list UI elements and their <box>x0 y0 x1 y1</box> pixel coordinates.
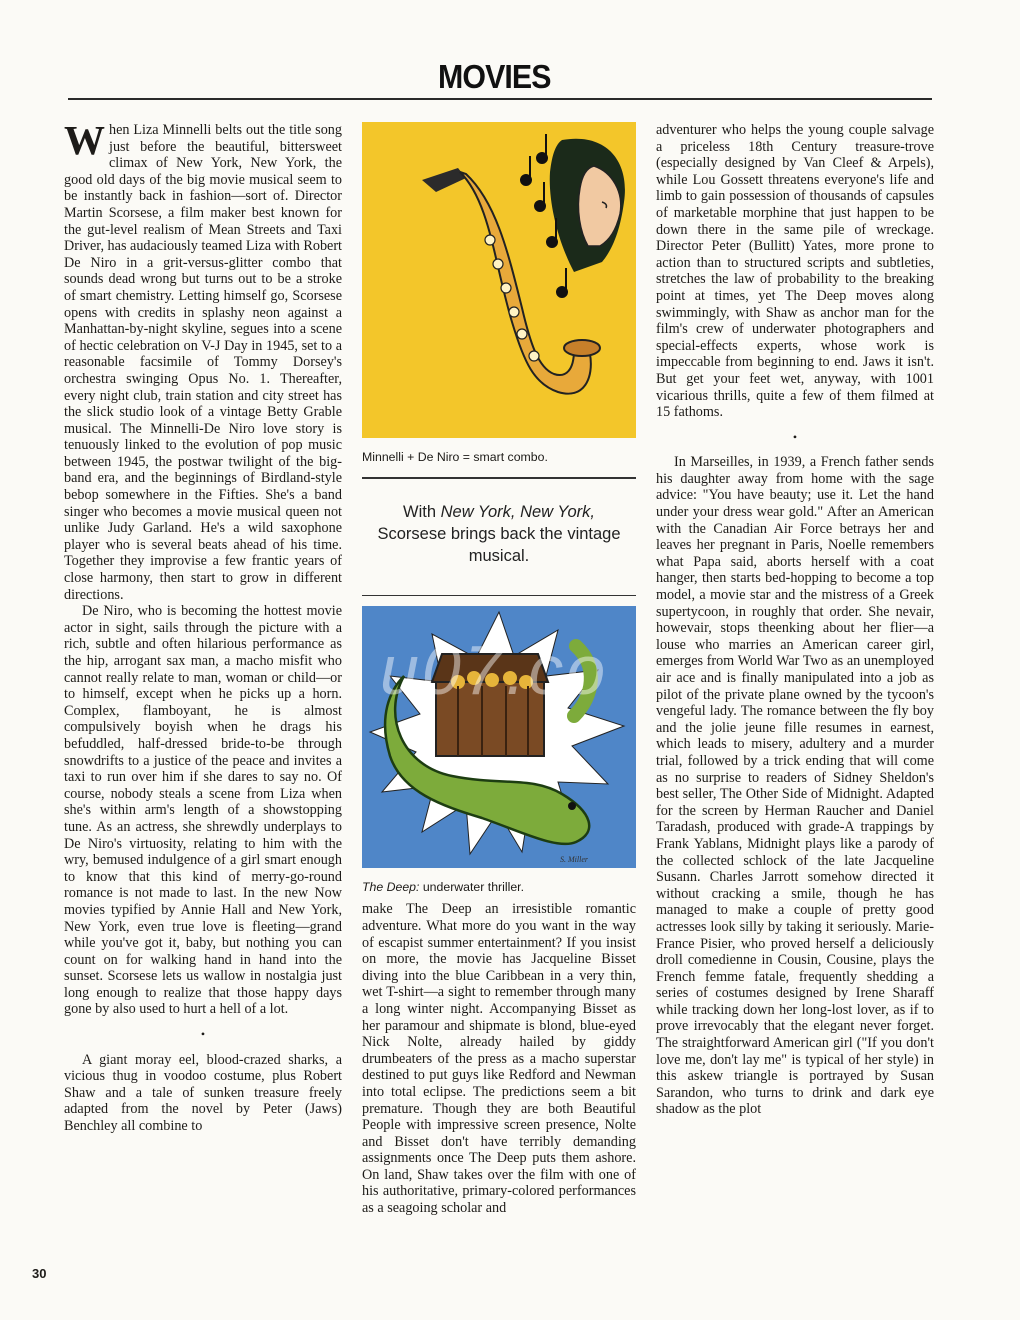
paragraph: A giant moray eel, blood-crazed sharks, a vicious thug in voodoo costume, plus Robert Shaw and a tale of sunken treasure freely adapted from the novel by Peter (Jaws) Benchley all combine to <box>64 1051 342 1135</box>
section-bullet: • <box>792 429 798 444</box>
page-number: 30 <box>32 1266 47 1281</box>
saxophone-illustration <box>362 122 636 465</box>
column-3 <box>656 122 934 1118</box>
saxophone-illustration-art <box>362 122 636 438</box>
page-header <box>0 0 1020 100</box>
header-rule <box>68 98 932 100</box>
column-2 <box>362 122 636 1217</box>
treasure-eel-illustration <box>362 606 636 895</box>
pull-quote: With New York, New York, Scorsese brings back the vintage musical. <box>377 502 621 565</box>
section-title: MOVIES <box>438 58 551 95</box>
paragraph: In Marseilles, in 1939, a French father sends his daughter away from home with the sage advice: "You have beauty; use it. Let the hand under your dress wear gold." After an American with the Canadian Air Force betrays her and leaves her pregnant in Paris, Noelle remembers what Papa said, aborts herself with a coat hanger, then starts bed-hopping to become a top model, a movie star and the mistress of a Greek supertycoon, in roughly that order. She nevair, howevair, stops theenking about her flier—a louse who marries an American career girl, emerges from World War Two as an unemployed air ace and is finally manipulated into a job as pilot of the private plane owned by the tycoon's vengeful lady. The romance between the fly boy and the jolie jeune fille resumes in earnest, which leads to misery, adultery and a murder trial, followed by a trick ending that will come as no surprise to readers of Sidney Sheldon's best seller, The Other Side of Midnight. Adapted for the screen by Herman Raucher and Daniel Taradash, produced with grade-A trappings by Frank Yablans, Midnight plays like a parody of the collected schlock of the late Jacqueline Susann. Charles Jarrott somehow directed it without cracking a smile, though he has managed to make a couple of pretty good actresses look silly by taking it seriously. Marie-France Pisier, who proved herself a deliciously droll comedienne in Cousin, Cousine, plays the French femme fatale, frequently shedding a series of costumes designed by Irene Sharaff while tracking down her long-lost lover, as if to prove irrevocably that the elegant never forget. The straightforward American girl ("If you don't love me, don't lay me" is typical of her style) in this askew triangle is portrayed by Susan Sarandon, who turns to drink and dark eye shadow as the plot <box>656 454 934 1118</box>
treasure-eel-illustration-art <box>362 606 636 868</box>
illustration-caption: The Deep: underwater thriller. <box>362 879 524 894</box>
illustration-caption: Minnelli + De Niro = smart combo. <box>362 449 548 464</box>
section-bullet: • <box>200 1027 206 1042</box>
artist-signature: S. Miller <box>560 855 588 865</box>
paragraph: When Liza Minnelli belts out the title song just before the beautiful, bittersweet climax of New York, New York, the good old days of the big movie musical seem to be instantly back in fashion—sort of. Director Martin Scorsese, a film maker best known for the gut-level realism of Mean Streets and Taxi Driver, has audaciously teamed Liza with Robert De Niro in a grit-versus-glitter combo that sounds dead wrong but turns out to be a stroke of smart chemistry. Letting himself go, Scorsese opens with credits in splashy neon against a Manhattan-by-night skyline, segues into a scene of hectic celebration on V-J Day in 1945, set to a reasonable facsimile of Tommy Dorsey's orchestra swinging Opus No. 1. Thereafter, every night club, train station and city street has the slick studio look of a vintage Betty Grable musical. The Minnelli-De Niro love story is tenuously linked to the evolution of pop music between 1945, the postwar twilight of the big-band era, and the beginnings of Birdland-style bebop somewhere in the Fifties. She's a band singer who becomes a movie musical queen not unlike Judy Garland. He's a wild saxophone player who is several beats ahead of his time. Together they improvise a few frantic years of close harmony, then start to grow in different directions. <box>64 117 342 603</box>
paragraph: De Niro, who is becoming the hottest movie actor in sight, sails through the picture with a rich, subtle and often hilarious performance as the hip, arrogant sax man, a macho misfit who cannot really relate to man, woman or child—or to himself, except when he picks up a horn. Complex, flamboyant, he is almost compulsively boyish when he drags his befuddled, half-dressed bride-to-be through snowdrifts to a justice of the peace and invites a taxi to run over him if she dares to say no. Of course, nobody steals a scene from Liza when she's within arm's length of a showstopping tune. As an actress, she shrewdly underplays to De Niro's virtuosity, relating to him with the wry, bemused indulgence of a girl smart enough to know that this kind of merry-go-round romance is not made to last. In the new Now movies typified by Annie Hall and New York, New York, even true love is fleeting—grand while you've got it, baby, but nothing you can count on for walking hand in hand into the sunset. Scorsese lets us wallow in nostalgia just long enough to realize that those happy days gone by also used to hurt a hell of a lot. <box>64 603 342 1018</box>
drop-cap: W <box>64 117 105 163</box>
watermark: u07.co <box>380 631 609 709</box>
column-1 <box>64 117 342 1135</box>
paragraph: make The Deep an irresistible romantic adventure. What more do you want in the way of escapist summer entertainment? If you insist on more, the movie has Jacqueline Bisset diving into the blue Caribbean in a very thin, wet T-shirt—a sight to remember through many a long winter night. Accompanying Bisset as her paramour and shipmate is blond, blue-eyed Nick Nolte, already hailed by giddy drumbeaters of the press as a macho superstar destined to put guys like Redford and Newman into total eclipse. The predictions seem a bit premature. Though they are both Beautiful People with impressive screen presence, Nolte and Bisset don't have terribly demanding assignments once The Deep puts them ashore. On land, Shaw takes over the film with one of his authoritative, primary-colored performances as a seagoing scholar and <box>362 901 636 1217</box>
paragraph: adventurer who helps the young couple salvage a priceless 18th Century treasure-trove (especially designed by Van Cleef & Arpels), while Lou Gossett threatens everyone's life and limb to gain possession of thousands of capsules of marketable morphine that just happen to be down there in the same pile of wreckage. Director Peter (Bullitt) Yates, more prone to action than to structured scripts and subtleties, stretches the law of probability to the breaking point at times, yet The Deep moves along swimmingly, with Shaw as anchor man for the film's crew of underwater photographers and special-effects experts, whose work is impeccable from beginning to end. Jaws it isn't. But get your feet wet, anyway, with 1001 vicarious thrills, quite a few of them filmed at 15 fathoms. <box>656 122 934 421</box>
